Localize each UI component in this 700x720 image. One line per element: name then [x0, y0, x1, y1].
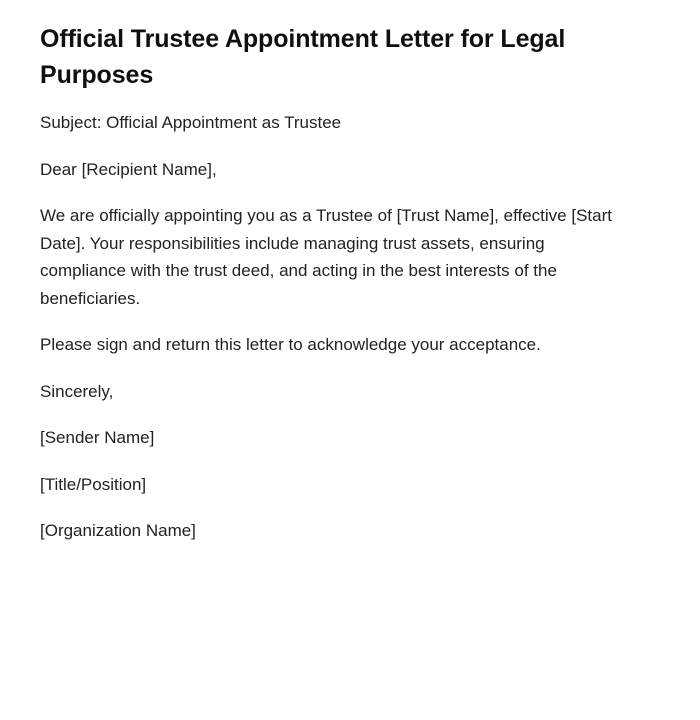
letter-sender-title: [Title/Position] — [40, 474, 147, 494]
letter-salutation: Dear [Recipient Name], — [40, 159, 217, 179]
letter-paragraph-signature-request: Please sign and return this letter to acknowledge your acceptance. — [40, 335, 541, 355]
letter-organization-name: [Organization Name] — [40, 521, 196, 541]
letter-subject-line: Subject: Official Appointment as Trustee — [40, 113, 342, 132]
page-title: Official Trustee Appointment Letter for Legal Purposes — [40, 25, 566, 89]
letter-paragraph-appointment: We are officially appointing you as a Trustee of [Trust Name], effective [Start Date]. Your responsibilities include managing trust assets, ensuring compliance with the trust deed, and acting in the best interests of the beneficiaries. — [40, 206, 612, 308]
letter-closing: Sincerely, — [40, 381, 114, 401]
letter-sender-name: [Sender Name] — [40, 428, 155, 448]
letter-body — [40, 109, 660, 545]
